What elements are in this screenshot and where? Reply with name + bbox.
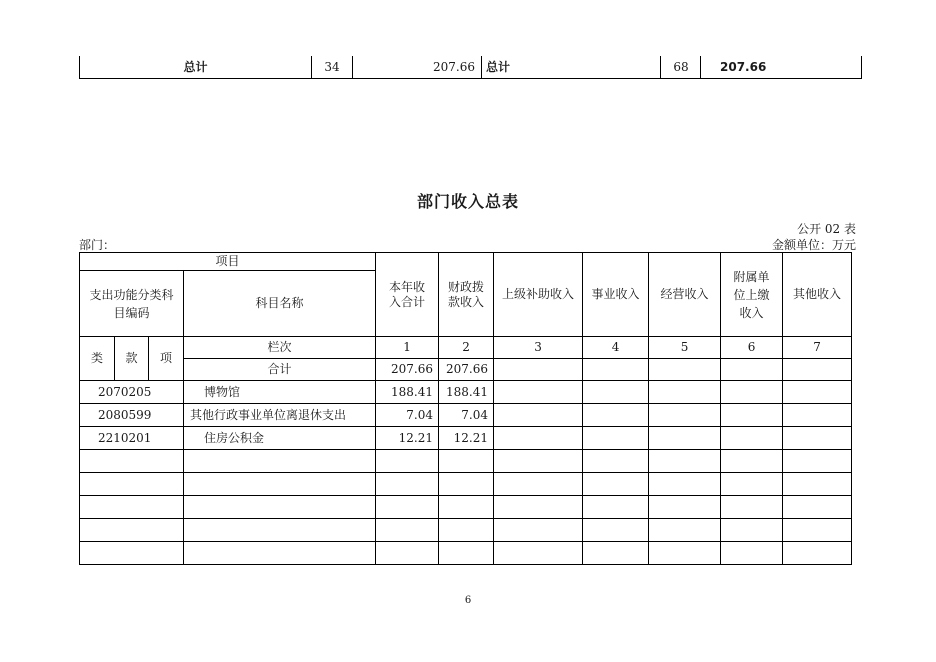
- total-c2: 207.66: [439, 359, 494, 381]
- header-col-1: 本年收入合计: [376, 253, 439, 337]
- row-c1: 188.41: [376, 381, 439, 404]
- header-xiang: 项: [149, 337, 184, 381]
- row-code: 2080599: [80, 404, 184, 427]
- empty-row: [80, 542, 852, 565]
- total-row: [80, 359, 852, 381]
- total-label: 合计: [184, 359, 376, 381]
- header-subject-name: 科目名称: [184, 271, 376, 337]
- col-no-1: 1: [376, 337, 439, 359]
- row-name: 住房公积金: [184, 427, 376, 450]
- row-c2: 7.04: [439, 404, 494, 427]
- form-number: 公开 02 表: [797, 222, 856, 236]
- amount-unit-label: 金额单位：万元: [771, 238, 856, 252]
- row-c2: 188.41: [439, 381, 494, 404]
- header-col-2: 财政拨款收入: [439, 253, 494, 337]
- previous-table-total-row: [79, 56, 862, 79]
- col-no-2: 2: [439, 337, 494, 359]
- income-summary-table: [79, 252, 852, 565]
- total-label-right: 总计: [486, 60, 511, 74]
- row-code: 2070205: [80, 381, 184, 404]
- report-title: 部门收入总表: [416, 192, 519, 211]
- header-lei: 类: [80, 337, 115, 381]
- header-col-4: 事业收入: [583, 253, 649, 337]
- col-no-3: 3: [494, 337, 583, 359]
- col-no-6: 6: [721, 337, 783, 359]
- header-col-3: 上级补助收入: [494, 253, 583, 337]
- row-c1: 12.21: [376, 427, 439, 450]
- header-kuan: 款: [115, 337, 149, 381]
- header-lanci: 栏次: [184, 337, 376, 359]
- row-c2: 12.21: [439, 427, 494, 450]
- total-value-right: 207.66: [720, 60, 767, 74]
- empty-row: [80, 496, 852, 519]
- total-label-left: 总计: [183, 60, 208, 74]
- empty-row: [80, 450, 852, 473]
- row-name: 其他行政事业单位离退休支出: [184, 404, 376, 427]
- row-name: 博物馆: [184, 381, 376, 404]
- total-value-left: 207.66: [433, 60, 475, 74]
- header-col-7: 其他收入: [783, 253, 852, 337]
- header-item: 项目: [80, 253, 376, 271]
- table-row: [80, 427, 852, 450]
- row-c1: 7.04: [376, 404, 439, 427]
- table-row: [80, 404, 852, 427]
- table-row: [80, 381, 852, 404]
- empty-row: [80, 519, 852, 542]
- col-no-4: 4: [583, 337, 649, 359]
- line-number-right: 68: [673, 60, 689, 74]
- header-col-6: 附属单位上缴收入: [721, 253, 783, 337]
- row-code: 2210201: [80, 427, 184, 450]
- empty-row: [80, 473, 852, 496]
- header-col-5: 经营收入: [649, 253, 721, 337]
- page-number: 6: [464, 595, 472, 606]
- total-c1: 207.66: [376, 359, 439, 381]
- line-number-left: 34: [324, 60, 340, 74]
- department-label: 部门：: [79, 238, 116, 252]
- header-func-code: 支出功能分类科目编码: [80, 271, 184, 337]
- col-no-5: 5: [649, 337, 721, 359]
- col-no-7: 7: [783, 337, 852, 359]
